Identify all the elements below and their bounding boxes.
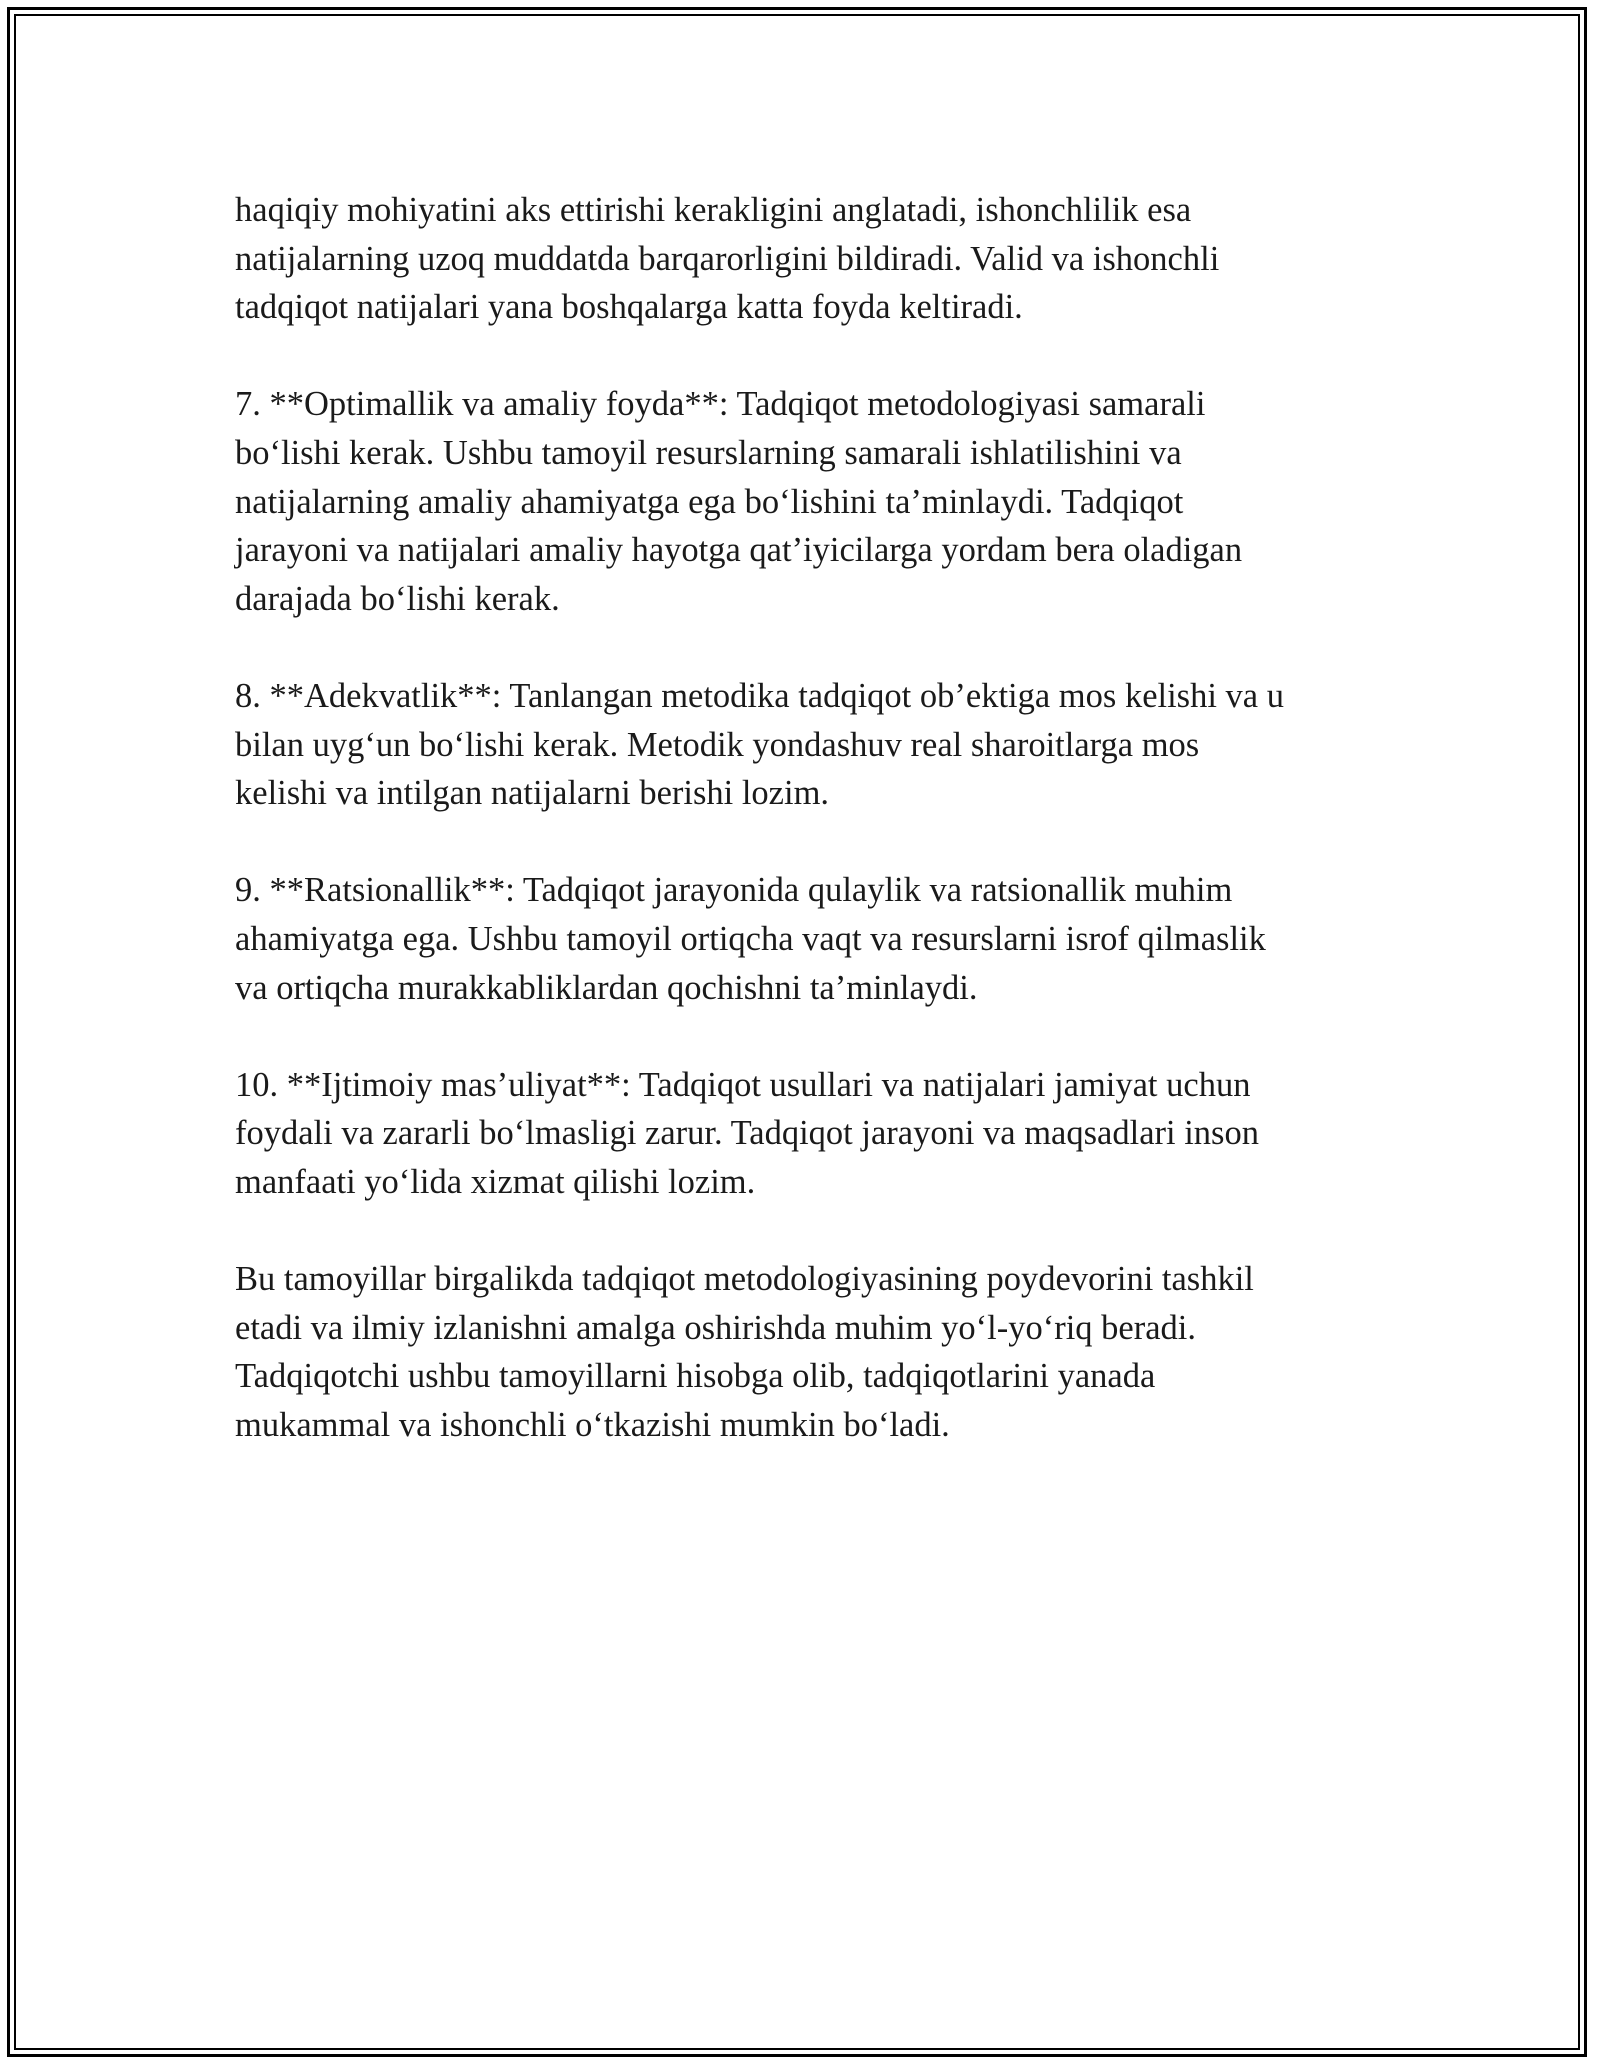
document-body: [235, 186, 1365, 1498]
paragraph-rationality: 9. **Ratsionallik**: Tadqiqot jarayonida qulaylik va ratsionallik muhim ahamiyatga ega. Ushbu tamoyil ortiqcha vaqt va resurslarni isrof qilmaslik va ortiqcha murakkabliklardan qochishni ta’minlaydi.: [235, 871, 1266, 1007]
paragraph-social-responsibility: 10. **Ijtimoiy mas’uliyat**: Tadqiqot usullari va natijalari jamiyat uchun foydali va zararli bo‘lmasligi zarur. Tadqiqot jarayoni va maqsadlari inson manfaati yo‘lida xizmat qilishi lozim.: [235, 1065, 1259, 1201]
paragraph-optimality: 7. **Optimallik va amaliy foyda**: Tadqiqot metodologiyasi samarali bo‘lishi kerak. Ushbu tamoyil resurslarning samarali ishlatilishini va natijalarning amaliy ahamiyatga ega bo‘lishini ta’minlaydi. Tadqiqot jarayoni va natijalari amaliy hayotga qat’iyicilarga yordam bera oladigan darajada bo‘lishi kerak.: [235, 385, 1243, 618]
paragraph-conclusion: Bu tamoyillar birgalikda tadqiqot metodologiyasining poydevorini tashkil etadi va ilmiy izlanishni amalga oshirishda muhim yo‘l-yo‘riq beradi. Tadqiqotchi ushbu tamoyillarni hisobga olib, tadqiqotlarini yanada mukammal va ishonchli o‘tkazishi mumkin bo‘ladi.: [235, 1260, 1254, 1444]
paragraph-validity-continuation: haqiqiy mohiyatini aks ettirishi kerakligini anglatadi, ishonchlilik esa natijalarning uzoq muddatda barqarorligini bildiradi. Valid va ishonchli tadqiqot natijalari yana boshqalarga katta foyda keltiradi.: [235, 191, 1220, 327]
paragraph-adequacy: 8. **Adekvatlik**: Tanlangan metodika tadqiqot ob’ektiga mos kelishi va u bilan uyg‘un bo‘lishi kerak. Metodik yondashuv real sharoitlarga mos kelishi va intilgan natijalarni berishi lozim.: [235, 676, 1284, 813]
